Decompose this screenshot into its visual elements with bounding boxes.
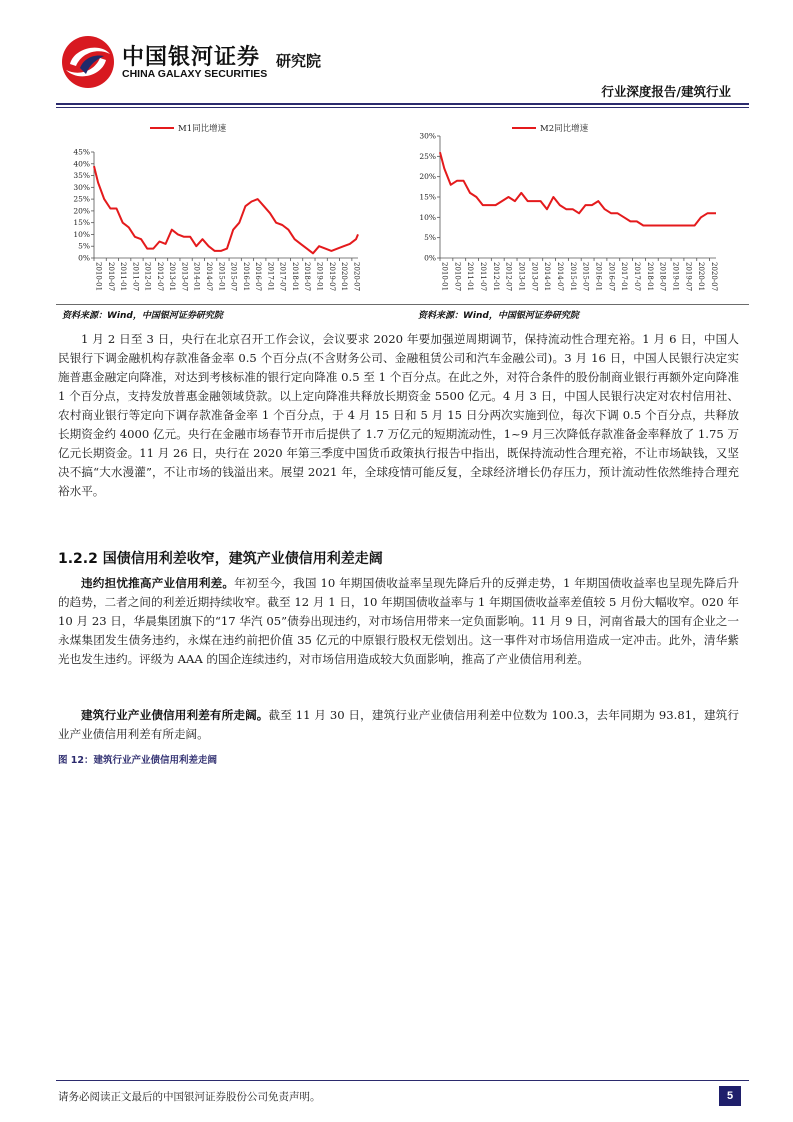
x-tick-label: 2017-07 xyxy=(633,262,642,292)
chart-source-left: 资料来源：Wind，中国银河证券研究院 xyxy=(62,311,223,321)
x-tick-label: 2015-07 xyxy=(581,262,590,292)
y-tick-label: 20% xyxy=(73,206,90,216)
x-tick-label: 2010-01 xyxy=(440,262,449,292)
x-tick-label: 2020-01 xyxy=(697,262,706,292)
series-line xyxy=(94,166,358,253)
x-tick-label: 2016-07 xyxy=(254,262,263,292)
x-tick-label: 2019-07 xyxy=(684,262,693,292)
brand-name-en: CHINA GALAXY SECURITIES xyxy=(122,68,268,80)
section-heading: 1.2.2 国债信用利差收窄，建筑产业债信用利差走阔 xyxy=(58,551,383,567)
paragraph-construction-spread xyxy=(58,706,739,744)
y-tick-label: 15% xyxy=(73,218,90,228)
report-tag: 行业深度报告/建筑行业 xyxy=(601,84,731,99)
x-tick-label: 2017-07 xyxy=(278,262,287,292)
x-tick-label: 2011-01 xyxy=(466,262,475,292)
footer-disclaimer: 请务必阅读正文最后的中国银河证券股份公司免责声明。 xyxy=(58,1091,321,1103)
y-tick-label: 35% xyxy=(73,171,90,181)
x-tick-label: 2016-01 xyxy=(594,262,603,292)
paragraph-liquidity: 1 月 2 日至 3 日，央行在北京召开工作会议，会议要求 2020 年要加强逆周期调节，保持流动性合理充裕。1 月 6 日，中国人民银行下调金融机构存款准备金率 0.5 个百分点(不含财务公司、金融租赁公司和汽车金融公司)。3 月 16 日，中国人民银行决定实施普惠金融定向降准，对达到考核标准的银行定向降准 0.5 至 1 个百分点。在此之外，对符合条件的股份制商业银行再额外定向降准 1 个百分点，支持发放普惠金融领域贷款。以上定向降准共释放长期资金 5500 亿元。4 月 3 日，中国人民银行决定对农村信用社、农村商业银行等定向下调存款准备金率 1 个百分点，于 4 月 15 日和 5 月 15 日分两次实施到位，每次下调 0.5 个百分点，共释放长期资金约 4000 亿元。央行在金融市场春节开市后提供了 1.7 万亿元的短期流动性，1~9 月三次降低存款准备金率释放了 1.75 万亿元长期资金。11 月 26 日，央行在 2020 年第三季度中国货币政策执行报告中指出，既保持流动性合理充裕，不让市场缺钱，又坚决不搞“大水漫灌”，不让市场的钱溢出来。展望 2021 年，全球疫情可能反复，全球经济增长仍存压力，预计流动性依然维持合理充裕水平。 xyxy=(58,332,739,498)
x-tick-label: 2019-01 xyxy=(315,262,324,292)
x-tick-label: 2012-07 xyxy=(155,262,164,292)
series-line xyxy=(440,152,716,225)
x-tick-label: 2012-07 xyxy=(504,262,513,292)
legend-label: M1同比增速 xyxy=(178,124,227,134)
company-logo-icon xyxy=(60,34,116,90)
x-tick-label: 2016-01 xyxy=(241,262,250,292)
x-tick-label: 2011-07 xyxy=(479,262,488,292)
m1-growth-chart xyxy=(58,118,388,304)
chart-divider xyxy=(56,304,749,305)
x-tick-label: 2015-01 xyxy=(568,262,577,292)
x-tick-label: 2017-01 xyxy=(620,262,629,292)
x-tick-label: 2014-07 xyxy=(205,262,214,292)
x-tick-label: 2020-07 xyxy=(710,262,719,292)
y-tick-label: 10% xyxy=(73,229,90,239)
x-tick-label: 2015-07 xyxy=(229,262,238,292)
x-tick-label: 2011-07 xyxy=(131,262,140,292)
y-tick-label: 0% xyxy=(78,253,90,263)
x-tick-label: 2010-07 xyxy=(453,262,462,292)
y-tick-label: 25% xyxy=(419,151,436,161)
brand-name-cn: 中国银河证券 xyxy=(122,45,261,70)
x-tick-label: 2018-07 xyxy=(303,262,312,292)
y-tick-label: 30% xyxy=(419,131,436,141)
y-tick-label: 25% xyxy=(73,194,90,204)
page-number: 5 xyxy=(719,1086,741,1106)
x-tick-label: 2019-07 xyxy=(327,262,336,292)
paragraph-text: 截至 11 月 30 日，建筑行业产业债信用利差中位数为 100.3，去年同期为 93.81，建筑行业产业债信用利差有所走阔。 xyxy=(58,708,739,741)
x-tick-label: 2013-01 xyxy=(168,262,177,292)
x-tick-label: 2012-01 xyxy=(143,262,152,292)
x-tick-label: 2014-01 xyxy=(192,262,201,292)
paragraph-credit-spread xyxy=(58,574,739,669)
brand-department: 研究院 xyxy=(276,52,322,70)
x-tick-label: 2013-07 xyxy=(530,262,539,292)
chart-source-right: 资料来源：Wind，中国银河证券研究院 xyxy=(418,311,579,321)
x-tick-label: 2013-07 xyxy=(180,262,189,292)
figure-caption: 图 12：建筑行业产业债信用利差走阔 xyxy=(58,755,218,766)
x-tick-label: 2013-01 xyxy=(517,262,526,292)
x-tick-label: 2018-01 xyxy=(290,262,299,292)
x-tick-label: 2020-01 xyxy=(340,262,349,292)
y-tick-label: 0% xyxy=(424,253,436,263)
y-tick-label: 5% xyxy=(424,233,436,243)
x-tick-label: 2019-01 xyxy=(671,262,680,292)
y-tick-label: 5% xyxy=(78,241,90,251)
paragraph-text: 年初至今，我国 10 年期国债收益率呈现先降后升的反弹走势，1 年期国债收益率也呈现先降后升的趋势，二者之间的利差近期持续收窄。截至 12 月 1 日，10 年期国债收益率与 1 年期国债收益率差值较 5 月份大幅收窄。020 年 10 月 23 日，华晨集团旗下的“17 华汽 05”债券出现违约，对市场信用带来一定负面影响。11 月 9 日，河南省最大的国有企业之一永煤集团发生债务违约，永煤在违约前把价值 35 亿元的中原银行股权无偿划出。这一事件对市场信用造成一定冲击。此外，清华紫光也发生违约。评级为 AAA 的国企连续违约，对市场信用造成较大负面影响，推高了产业债信用利差。 xyxy=(58,576,739,666)
x-tick-label: 2014-07 xyxy=(556,262,565,292)
paragraph-lead: 违约担忧推高产业信用利差。 xyxy=(81,576,235,590)
x-tick-label: 2010-01 xyxy=(94,262,103,292)
legend-label: M2同比增速 xyxy=(540,124,589,134)
x-tick-label: 2018-07 xyxy=(658,262,667,292)
x-tick-label: 2016-07 xyxy=(607,262,616,292)
y-tick-label: 40% xyxy=(73,159,90,169)
m2-growth-chart xyxy=(408,118,750,304)
x-tick-label: 2020-07 xyxy=(352,262,361,292)
y-tick-label: 15% xyxy=(419,192,436,202)
footer-rule xyxy=(56,1080,749,1081)
y-tick-label: 10% xyxy=(419,212,436,222)
y-tick-label: 30% xyxy=(73,182,90,192)
x-tick-label: 2014-01 xyxy=(543,262,552,292)
x-tick-label: 2012-01 xyxy=(491,262,500,292)
x-tick-label: 2015-01 xyxy=(217,262,226,292)
x-tick-label: 2018-01 xyxy=(645,262,654,292)
y-tick-label: 45% xyxy=(73,147,90,157)
y-tick-label: 20% xyxy=(419,172,436,182)
x-tick-label: 2011-01 xyxy=(119,262,128,292)
x-tick-label: 2010-07 xyxy=(106,262,115,292)
header-rule xyxy=(56,103,749,105)
paragraph-lead: 建筑行业产业债信用利差有所走阔。 xyxy=(81,708,269,722)
x-tick-label: 2017-01 xyxy=(266,262,275,292)
header-rule-thin xyxy=(56,107,749,108)
